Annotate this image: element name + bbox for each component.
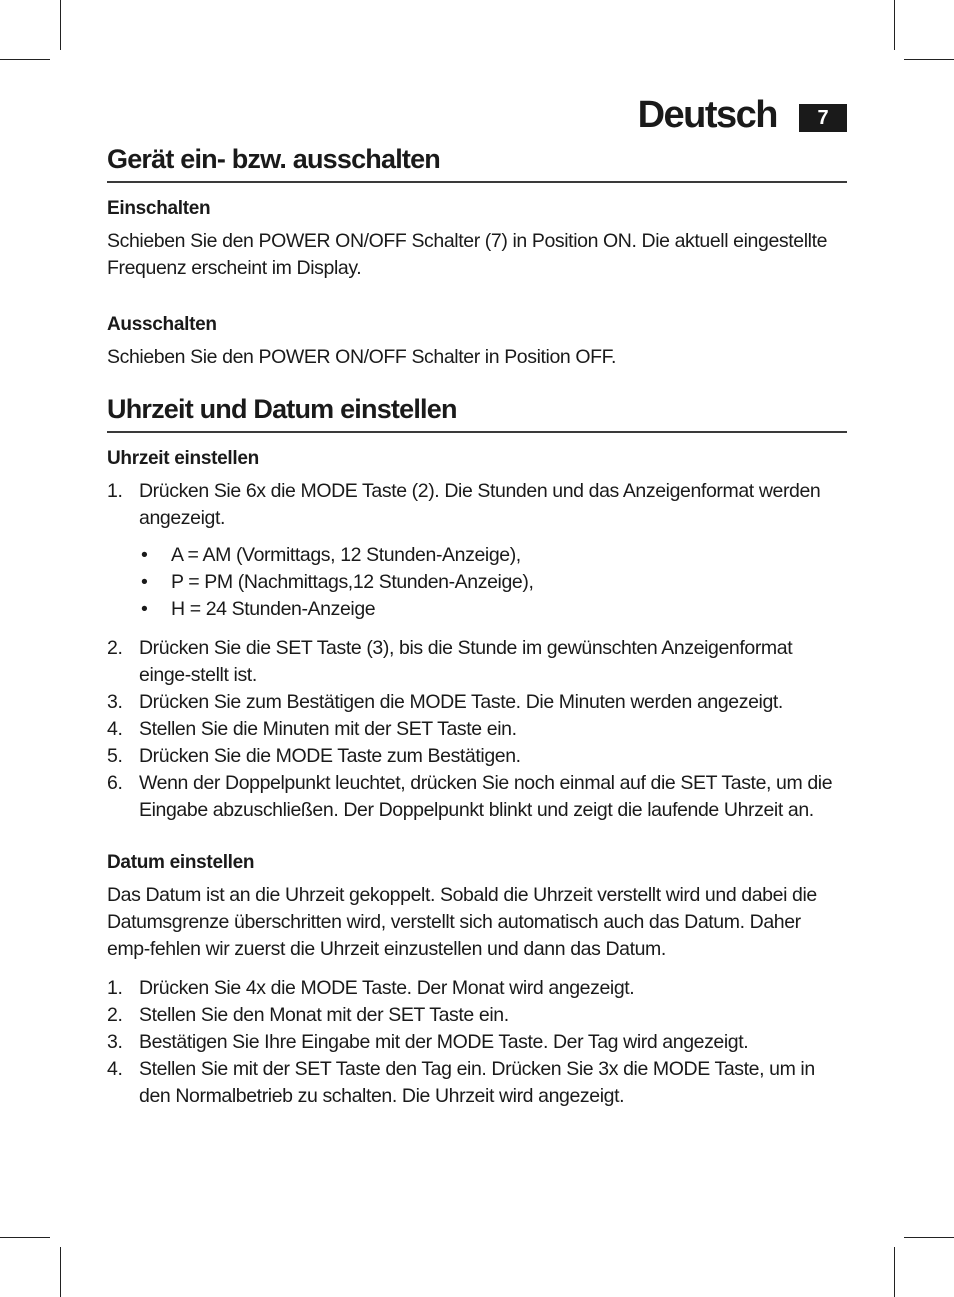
list-item (107, 478, 847, 532)
list-item (107, 689, 847, 716)
step-text: Drücken Sie die MODE Taste zum Bestätigen. (139, 745, 521, 767)
section-title: Uhrzeit und Datum einstellen (107, 394, 847, 433)
section-power (107, 144, 847, 371)
page-number: 7 (799, 104, 847, 132)
subsection-heading: Einschalten (107, 198, 211, 219)
list-item (107, 716, 847, 743)
step-number: 5. (107, 745, 123, 767)
step-text: Drücken Sie 4x die MODE Taste. Der Monat wird angezeigt. (139, 977, 635, 999)
crop-mark (894, 1247, 895, 1297)
subsection-heading: Uhrzeit einstellen (107, 448, 259, 469)
list-item (107, 743, 847, 770)
step-text: Stellen Sie mit der SET Taste den Tag ein. Drücken Sie 3x die MODE Taste, um in den Normalbetrieb zu schalten. Die Uhrzeit wird angezeigt. (139, 1058, 815, 1107)
step-text: Drücken Sie zum Bestätigen die MODE Taste. Die Minuten werden angezeigt. (139, 691, 783, 713)
subsection-power-on (107, 197, 847, 282)
step-text: Drücken Sie 6x die MODE Taste (2). Die Stunden und das Anzeigenformat werden angezeigt. (139, 480, 821, 529)
step-number: 4. (107, 718, 123, 740)
list-item (107, 770, 847, 824)
step-text: Drücken Sie die SET Taste (3), bis die Stunde im gewünschten Anzeigenformat einge-stellt ist. (139, 637, 793, 686)
paragraph: Das Datum ist an die Uhrzeit gekoppelt. Sobald die Uhrzeit verstellt wird und dabei die Datumsgrenze überschritten wird, verstellt sich automatisch auch das Datum. Daher emp-fehlen wir zuerst die Uhrzeit einzustellen und dann das Datum. (107, 884, 817, 960)
step-number: 2. (107, 1004, 123, 1026)
paragraph: Schieben Sie den POWER ON/OFF Schalter in Position OFF. (107, 346, 617, 368)
subsection-date (107, 851, 847, 1110)
crop-mark (904, 1237, 954, 1238)
list-item: • A = AM (Vormittags, 12 Stunden-Anzeige), (107, 542, 847, 569)
step-number: 4. (107, 1058, 123, 1080)
step-text: Stellen Sie den Monat mit der SET Taste ein. (139, 1004, 509, 1026)
step-list (107, 478, 847, 532)
list-item (107, 1056, 847, 1110)
step-number: 3. (107, 691, 123, 713)
crop-mark (894, 0, 895, 50)
step-number: 1. (107, 977, 123, 999)
subsection-heading: Datum einstellen (107, 852, 255, 873)
format-list (107, 542, 847, 623)
language-heading: Deutsch (637, 94, 777, 136)
list-item: • H = 24 Stunden-Anzeige (107, 596, 847, 623)
step-list (107, 635, 847, 824)
step-number: 6. (107, 772, 123, 794)
list-item (107, 1029, 847, 1056)
crop-mark (0, 59, 50, 60)
step-text: Wenn der Doppelpunkt leuchtet, drücken Sie noch einmal auf die SET Taste, um die Eingabe abzuschließen. Der Doppelpunkt blinkt und zeigt die laufende Uhrzeit an. (139, 772, 833, 821)
section-title: Gerät ein- bzw. ausschalten (107, 144, 847, 183)
step-text: Bestätigen Sie Ihre Eingabe mit der MODE Taste. Der Tag wird angezeigt. (139, 1031, 749, 1053)
step-number: 3. (107, 1031, 123, 1053)
subsection-time (107, 447, 847, 824)
list-item (107, 635, 847, 689)
subsection-power-off (107, 313, 847, 371)
list-item (107, 975, 847, 1002)
crop-mark (60, 0, 61, 50)
crop-mark (60, 1247, 61, 1297)
step-text: Stellen Sie die Minuten mit der SET Taste ein. (139, 718, 517, 740)
step-list (107, 975, 847, 1110)
section-time-date (107, 394, 847, 1110)
step-number: 2. (107, 637, 123, 659)
list-item: • P = PM (Nachmittags,12 Stunden-Anzeige), (107, 569, 847, 596)
crop-mark (904, 59, 954, 60)
paragraph: Schieben Sie den POWER ON/OFF Schalter (7) in Position ON. Die aktuell eingestellte Frequenz erscheint im Display. (107, 230, 828, 279)
crop-mark (0, 1237, 50, 1238)
list-item (107, 1002, 847, 1029)
step-number: 1. (107, 480, 123, 502)
subsection-heading: Ausschalten (107, 314, 217, 335)
